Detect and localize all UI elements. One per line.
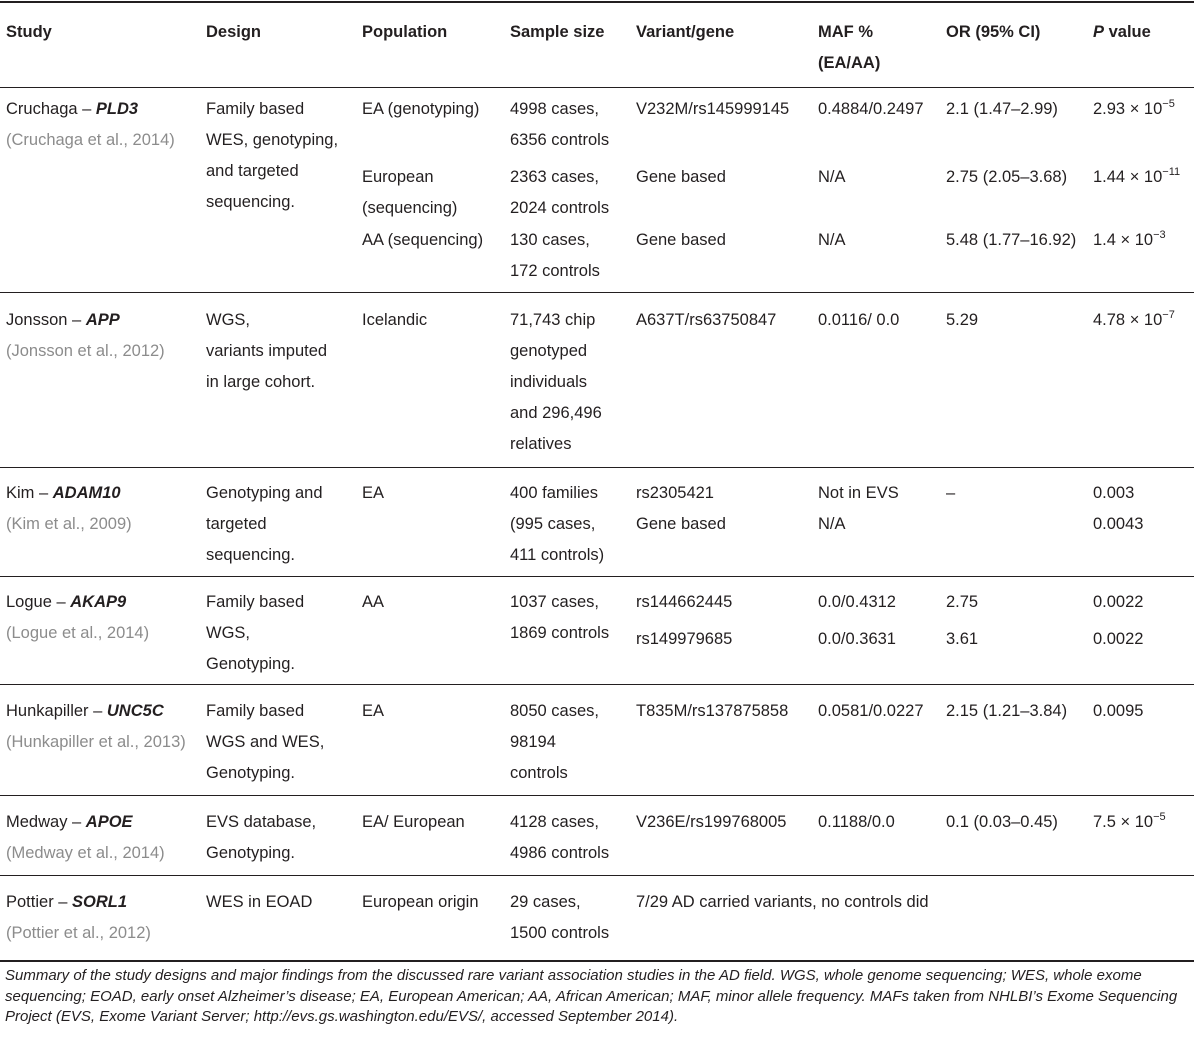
header-or: OR (95% CI) (946, 23, 1041, 41)
maf-cell: 0.0581/0.0227 (818, 702, 924, 720)
sample-cell (510, 162, 609, 224)
sample-line: individuals (510, 373, 588, 391)
sample-line: genotyped (510, 342, 588, 360)
population-line: European (362, 168, 434, 186)
row-rule (0, 576, 1194, 577)
study-cell (6, 887, 151, 949)
study-author: Jonsson – (6, 311, 86, 329)
p-exponent: −5 (1153, 810, 1166, 823)
sample-line: 1869 controls (510, 624, 610, 642)
or-cell: 2.75 (946, 593, 979, 611)
sample-line: 29 cases, (510, 893, 581, 911)
sample-line: 400 families (510, 484, 599, 502)
header-p-italic: P (1093, 23, 1105, 41)
design-cell (206, 305, 327, 398)
design-cell (206, 587, 304, 680)
p-value-cell (1093, 94, 1175, 125)
study-gene: AKAP9 (70, 593, 127, 611)
population-cell: European origin (362, 893, 479, 911)
design-line: Genotyping and (206, 484, 323, 502)
maf-cell: 0.0116/ 0.0 (818, 311, 900, 329)
study-citation: (Kim et al., 2009) (6, 515, 132, 533)
population-cell: EA (362, 702, 385, 720)
p-exponent: −7 (1162, 308, 1175, 321)
study-cell (6, 305, 165, 367)
study-gene: UNC5C (106, 702, 164, 720)
study-gene: PLD3 (95, 100, 139, 118)
design-line: Family based (206, 593, 305, 611)
study-author: Hunkapiller – (6, 702, 107, 720)
population-cell: AA (sequencing) (362, 231, 484, 249)
maf-cell: 0.4884/0.2497 (818, 100, 924, 118)
header-maf-line2: (EA/AA) (818, 54, 881, 72)
study-citation: (Hunkapiller et al., 2013) (6, 733, 186, 751)
sample-line: (995 cases, (510, 515, 596, 533)
design-cell (206, 887, 312, 918)
header-study: Study (6, 23, 52, 41)
population-cell: AA (362, 593, 385, 611)
sample-cell (510, 305, 602, 460)
design-line: WGS and WES, (206, 733, 325, 751)
p-exponent: −11 (1162, 165, 1181, 178)
p-base: 7.5 × 10 (1093, 813, 1154, 831)
study-cell (6, 587, 149, 649)
design-line: targeted (206, 515, 267, 533)
design-line: WES, genotyping, (206, 131, 339, 149)
study-gene: APP (85, 311, 120, 329)
variant-cell: Gene based (636, 168, 726, 186)
p-line: 0.0043 (1093, 515, 1144, 533)
or-cell: 2.1 (1.47–2.99) (946, 100, 1058, 118)
sample-line: 2363 cases, (510, 168, 599, 186)
header-maf (818, 17, 880, 79)
sample-line: 172 controls (510, 262, 600, 280)
design-line: sequencing. (206, 193, 295, 211)
variant-cell: T835M/rs137875858 (636, 702, 789, 720)
study-gene: ADAM10 (52, 484, 121, 502)
design-line: Genotyping. (206, 655, 295, 673)
population-cell: EA/ European (362, 813, 465, 831)
study-author: Logue – (6, 593, 71, 611)
study-cell (6, 696, 186, 758)
sample-line: 4128 cases, (510, 813, 599, 831)
p-base: 2.93 × 10 (1093, 100, 1163, 118)
study-gene: APOE (85, 813, 133, 831)
header-p-value (1093, 17, 1151, 48)
sample-line: 130 cases, (510, 231, 590, 249)
study-citation: (Pottier et al., 2012) (6, 924, 151, 942)
population-cell (362, 162, 457, 224)
design-line: WGS, (206, 311, 250, 329)
variant-cell: A637T/rs63750847 (636, 311, 777, 329)
p-exponent: −3 (1153, 228, 1166, 241)
sample-line: 411 controls) (510, 546, 605, 564)
design-line: variants imputed (206, 342, 328, 360)
study-author: Kim – (6, 484, 53, 502)
p-value-cell (1093, 162, 1180, 193)
study-author: Cruchaga – (6, 100, 96, 118)
variant-line: rs2305421 (636, 484, 714, 502)
p-base: 4.78 × 10 (1093, 311, 1163, 329)
sample-cell (510, 587, 609, 649)
study-author: Pottier – (6, 893, 73, 911)
row-rule (0, 795, 1194, 796)
table-bottom-rule (0, 960, 1194, 962)
or-cell: 0.1 (0.03–0.45) (946, 813, 1058, 831)
study-citation: (Jonsson et al., 2012) (6, 342, 165, 360)
design-line: Genotyping. (206, 844, 295, 862)
sample-cell (510, 696, 599, 789)
sample-line: 98194 (510, 733, 556, 751)
design-line: Family based (206, 702, 305, 720)
p-value-cell: 0.0022 (1093, 630, 1144, 648)
or-cell: 3.61 (946, 630, 979, 648)
variant-line: Gene based (636, 515, 726, 533)
table-top-rule (0, 1, 1194, 3)
design-line: WES in EOAD (206, 893, 313, 911)
header-variant-gene: Variant/gene (636, 23, 735, 41)
p-value-cell (1093, 225, 1166, 256)
maf-cell: N/A (818, 168, 846, 186)
sample-line: 6356 controls (510, 131, 610, 149)
p-exponent: −5 (1162, 97, 1175, 110)
variant-cell: V232M/rs145999145 (636, 100, 790, 118)
row-rule (0, 875, 1194, 876)
sample-cell (510, 887, 609, 949)
header-p-rest: value (1104, 23, 1151, 41)
design-cell (206, 696, 324, 789)
p-base: 1.44 × 10 (1093, 168, 1163, 186)
row-rule (0, 292, 1194, 293)
variant-cell (636, 478, 726, 540)
header-maf-line1: MAF % (818, 23, 873, 41)
table-caption: Summary of the study designs and major findings from the discussed rare variant association studies in the AD field. WGS, whole genome sequencing; WES, whole exome sequencing; EOAD, early onset Alzheimer’s disease; EA, European American; AA, African American; MAF, minor allele frequency. MAFs taken from NHLBI’s Exome Sequencing Project (EVS, Exome Variant Server; http://evs.gs.washington.edu/EVS/, accessed September 2014). (5, 967, 1178, 1025)
study-cell (6, 807, 165, 869)
population-line: (sequencing) (362, 199, 458, 217)
study-gene: SORL1 (72, 893, 128, 911)
sample-cell (510, 478, 604, 571)
or-cell: – (946, 484, 956, 502)
variant-cell: rs144662445 (636, 593, 733, 611)
study-citation: (Cruchaga et al., 2014) (6, 131, 175, 149)
sample-line: and 296,496 (510, 404, 602, 422)
study-citation: (Medway et al., 2014) (6, 844, 165, 862)
study-author: Medway – (6, 813, 86, 831)
sample-line: 8050 cases, (510, 702, 599, 720)
sample-line: 4998 cases, (510, 100, 599, 118)
population-cell: EA (362, 484, 385, 502)
maf-cell (818, 478, 899, 540)
p-value-cell: 0.0095 (1093, 702, 1144, 720)
header-design: Design (206, 23, 262, 41)
study-cell (6, 94, 175, 156)
sample-cell (510, 94, 609, 156)
sample-line: 1037 cases, (510, 593, 599, 611)
maf-cell: 0.0/0.4312 (818, 593, 896, 611)
sample-line: 1500 controls (510, 924, 610, 942)
row-rule (0, 684, 1194, 685)
variant-cell: rs149979685 (636, 630, 733, 648)
p-base: 1.4 × 10 (1093, 231, 1154, 249)
study-cell (6, 478, 132, 540)
sample-line: 4986 controls (510, 844, 610, 862)
maf-line: Not in EVS (818, 484, 899, 502)
maf-cell: 0.1188/0.0 (818, 813, 895, 831)
design-line: Family based (206, 100, 305, 118)
header-population: Population (362, 23, 448, 41)
population-cell: Icelandic (362, 311, 428, 329)
row-rule (0, 467, 1194, 468)
sample-cell (510, 807, 609, 869)
sample-cell (510, 225, 600, 287)
or-cell: 5.29 (946, 311, 979, 329)
variant-cell: Gene based (636, 231, 726, 249)
p-value-cell (1093, 807, 1166, 838)
variant-cell: V236E/rs199768005 (636, 813, 787, 831)
p-value-cell: 0.0022 (1093, 593, 1144, 611)
p-line: 0.003 (1093, 484, 1135, 502)
maf-cell: 0.0/0.3631 (818, 630, 896, 648)
maf-line: N/A (818, 515, 846, 533)
maf-cell: N/A (818, 231, 846, 249)
design-line: in large cohort. (206, 373, 316, 391)
sample-line: 2024 controls (510, 199, 610, 217)
design-line: sequencing. (206, 546, 295, 564)
p-value-cell (1093, 305, 1175, 336)
p-value-cell (1093, 478, 1143, 540)
design-line: EVS database, (206, 813, 317, 831)
sample-line: relatives (510, 435, 572, 453)
design-cell (206, 478, 323, 571)
design-cell (206, 807, 316, 869)
sample-line: controls (510, 764, 568, 782)
or-cell: 2.15 (1.21–3.84) (946, 702, 1068, 720)
header-sample-size: Sample size (510, 23, 605, 41)
study-citation: (Logue et al., 2014) (6, 624, 150, 642)
header-rule (0, 87, 1194, 88)
design-cell (206, 94, 338, 218)
finding-cell: 7/29 AD carried variants, no controls did (636, 893, 929, 911)
design-line: WGS, (206, 624, 250, 642)
or-cell: 5.48 (1.77–16.92) (946, 231, 1077, 249)
design-line: and targeted (206, 162, 299, 180)
sample-line: 71,743 chip (510, 311, 596, 329)
design-line: Genotyping. (206, 764, 295, 782)
population-cell: EA (genotyping) (362, 100, 480, 118)
or-cell: 2.75 (2.05–3.68) (946, 168, 1068, 186)
